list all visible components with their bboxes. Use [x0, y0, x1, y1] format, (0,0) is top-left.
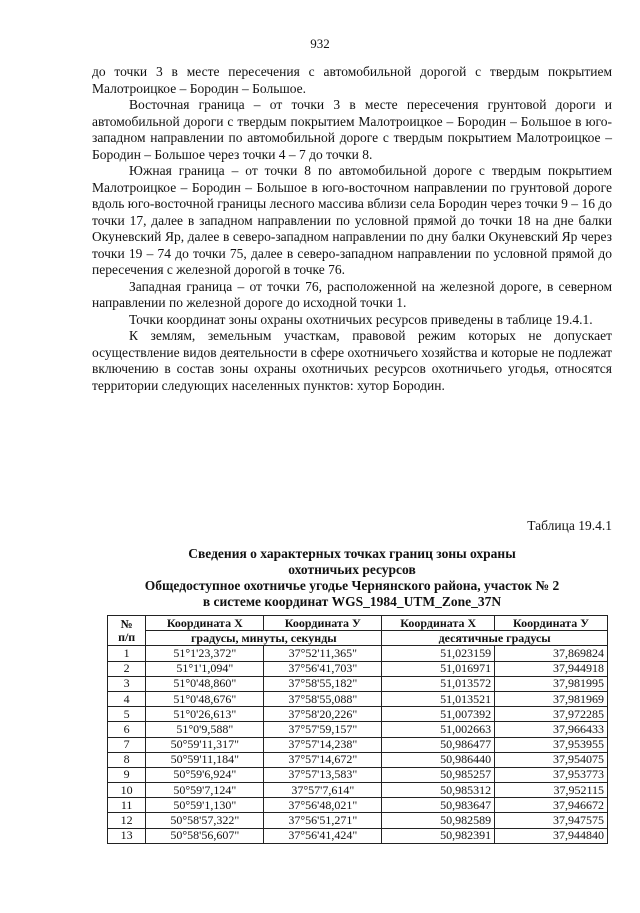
header-coord-y-dms: Координата У: [264, 616, 382, 631]
cell-x-decimal: 51,007392: [382, 707, 495, 722]
paragraph-west-border: Западная граница – от точки 76, расположенной на железной дороге, в северном направлении по железной дороге до исходной точки 1.: [92, 278, 612, 310]
cell-x-decimal: 51,023159: [382, 646, 495, 661]
table-caption: Таблица 19.4.1: [527, 518, 612, 533]
cell-number: 11: [108, 798, 146, 813]
table-body: [108, 646, 608, 843]
cell-x-decimal: 50,986477: [382, 737, 495, 752]
table-title-line: Общедоступное охотничье угодье Чернянского района, участок № 2: [144, 578, 560, 593]
table-title-line: в системе координат WGS_1984_UTM_Zone_37N: [202, 594, 502, 609]
cell-y-dms: 37°58'55,088": [264, 691, 382, 706]
cell-y-decimal: 37,953955: [495, 737, 608, 752]
cell-y-decimal: 37,953773: [495, 767, 608, 782]
cell-x-decimal: 51,013521: [382, 691, 495, 706]
cell-y-dms: 37°57'14,238": [264, 737, 382, 752]
table-row: [108, 813, 608, 828]
cell-number: 7: [108, 737, 146, 752]
cell-number: 1: [108, 646, 146, 661]
cell-number: 12: [108, 813, 146, 828]
header-coord-y-decimal: Координата У: [495, 616, 608, 631]
cell-x-decimal: 51,016971: [382, 661, 495, 676]
cell-y-decimal: 37,944840: [495, 828, 608, 843]
table-row: [108, 676, 608, 691]
cell-x-dms: 50°59'11,184": [146, 752, 264, 767]
paragraph-1: до точки 3 в месте пересечения с автомобильной дорогой с твердым покрытием Малотроицкое – Бородин – Большое.: [92, 64, 612, 96]
cell-y-dms: 37°58'55,182": [264, 676, 382, 691]
cell-y-decimal: 37,972285: [495, 707, 608, 722]
page-number: 932: [310, 36, 330, 51]
table-row: [108, 737, 608, 752]
cell-number: 13: [108, 828, 146, 843]
cell-x-dms: 51°0'48,676": [146, 691, 264, 706]
cell-y-dms: 37°57'14,672": [264, 752, 382, 767]
cell-number: 5: [108, 707, 146, 722]
cell-y-decimal: 37,966433: [495, 722, 608, 737]
cell-y-dms: 37°56'48,021": [264, 798, 382, 813]
cell-y-decimal: 37,954075: [495, 752, 608, 767]
header-number: [108, 616, 146, 646]
cell-x-dms: 51°0'9,588": [146, 722, 264, 737]
cell-x-dms: 50°59'11,317": [146, 737, 264, 752]
header-number-line1: №: [120, 616, 133, 631]
cell-number: 6: [108, 722, 146, 737]
cell-x-dms: 51°1'23,372": [146, 646, 264, 661]
cell-x-decimal: 50,986440: [382, 752, 495, 767]
table-row: [108, 752, 608, 767]
cell-y-dms: 37°57'13,583": [264, 767, 382, 782]
cell-x-decimal: 51,002663: [382, 722, 495, 737]
cell-x-decimal: 50,982391: [382, 828, 495, 843]
cell-y-dms: 37°57'7,614": [264, 783, 382, 798]
table-subheader-row: [108, 631, 608, 646]
table-title-line: охотничьих ресурсов: [288, 562, 416, 577]
table-row: [108, 722, 608, 737]
table-title-line: Сведения о характерных точках границ зоны охраны: [188, 546, 516, 561]
table-row: [108, 828, 608, 843]
paragraph-table-reference: Точки координат зоны охраны охотничьих ресурсов приведены в таблице 19.4.1.: [129, 311, 593, 327]
cell-x-dms: 51°0'26,613": [146, 707, 264, 722]
cell-x-decimal: 50,983647: [382, 798, 495, 813]
cell-x-decimal: 50,985257: [382, 767, 495, 782]
cell-x-dms: 51°0'48,860": [146, 676, 264, 691]
body-text: [92, 64, 612, 394]
cell-y-decimal: 37,952115: [495, 783, 608, 798]
cell-x-decimal: 50,985312: [382, 783, 495, 798]
cell-y-decimal: 37,981995: [495, 676, 608, 691]
cell-x-dms: 50°58'56,607": [146, 828, 264, 843]
coordinates-table: [107, 615, 608, 844]
cell-y-dms: 37°57'59,157": [264, 722, 382, 737]
cell-y-dms: 37°56'41,424": [264, 828, 382, 843]
cell-x-dms: 51°1'1,094": [146, 661, 264, 676]
cell-y-dms: 37°56'51,271": [264, 813, 382, 828]
cell-x-decimal: 50,982589: [382, 813, 495, 828]
header-coord-x-decimal: Координата X: [382, 616, 495, 631]
cell-y-dms: 37°52'11,365": [264, 646, 382, 661]
paragraph-excluded-lands: К землям, земельным участкам, правовой режим которых не допускает осуществление видов деятельности в сфере охотничьего хозяйства и которые не подлежат включению в состав зоны охраны охотничьих ресурсов охотничьего угодья, относятся территории следующих населенных пунктов: хутор Бородин.: [92, 328, 612, 393]
cell-number: 10: [108, 783, 146, 798]
subheader-dms: градусы, минуты, секунды: [146, 631, 382, 646]
table-row: [108, 707, 608, 722]
paragraph-east-border: Восточная граница – от точки 3 в месте пересечения грунтовой дороги и автомобильной дороги с твердым покрытием Малотроицкое – Бородин – Большое в юго-западном направлении по автомобильной дороге с твердым покрытием Малотроицкое – Бородин – Большое через точки 4 – 7 до точки 8.: [92, 97, 612, 162]
header-number-line2: п/п: [118, 629, 136, 644]
cell-x-dms: 50°58'57,322": [146, 813, 264, 828]
cell-y-decimal: 37,869824: [495, 646, 608, 661]
cell-y-decimal: 37,946672: [495, 798, 608, 813]
subheader-decimal: десятичные градусы: [382, 631, 608, 646]
table-row: [108, 661, 608, 676]
cell-y-decimal: 37,947575: [495, 813, 608, 828]
table-row: [108, 783, 608, 798]
cell-y-decimal: 37,944918: [495, 661, 608, 676]
cell-y-decimal: 37,981969: [495, 691, 608, 706]
cell-x-decimal: 51,013572: [382, 676, 495, 691]
cell-x-dms: 50°59'1,130": [146, 798, 264, 813]
cell-y-dms: 37°58'20,226": [264, 707, 382, 722]
cell-x-dms: 50°59'6,924": [146, 767, 264, 782]
table-header-row: [108, 616, 608, 631]
table-row: [108, 646, 608, 661]
table-row: [108, 691, 608, 706]
cell-number: 4: [108, 691, 146, 706]
header-coord-x-dms: Координата X: [146, 616, 264, 631]
paragraph-south-border: Южная граница – от точки 8 по автомобильной дороге с твердым покрытием Малотроицкое – Бородин – Большое в юго-восточном направлении по грунтовой дороге вдоль юго-восточной границы лесного массива вблизи села Бородин через точки 9 – 16 до точки 17, далее в западном направлении по условной прямой до точки 18 на дне балки Окуневский Яр, далее в северо-западном направлении по дну балки Окуневский Яр через точки 19 – 74 до точки 75, далее в северо-западном направлении по условной прямой до пересечения с железной дорогой в точке 76.: [92, 163, 612, 277]
table-row: [108, 798, 608, 813]
table-row: [108, 767, 608, 782]
cell-y-dms: 37°56'41,703": [264, 661, 382, 676]
cell-number: 8: [108, 752, 146, 767]
cell-x-dms: 50°59'7,124": [146, 783, 264, 798]
cell-number: 2: [108, 661, 146, 676]
cell-number: 3: [108, 676, 146, 691]
cell-number: 9: [108, 767, 146, 782]
table-title: [92, 546, 612, 610]
